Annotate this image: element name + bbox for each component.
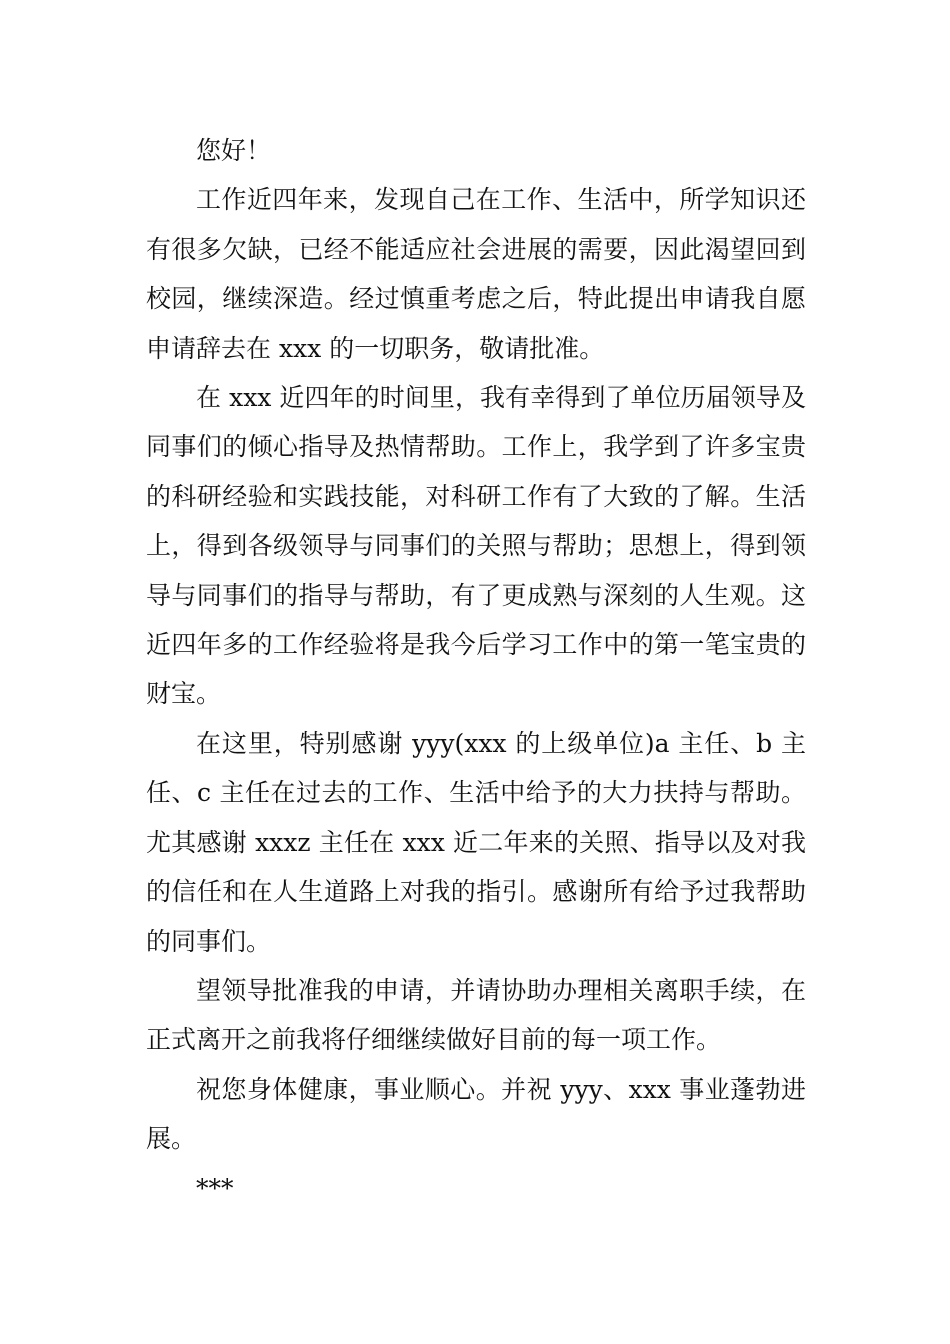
- closing-mark: ***: [196, 1173, 234, 1203]
- paragraph-3: 在这里，特别感谢 yyy(xxx 的上级单位)a 主任、b 主任、c 主任在过去的工作、生活中给予的大力扶持与帮助。尤其感谢 xxxz 主任在 xxx 近二年来的关照、指导以及对我的信任和在人生道路上对我的指引。感谢所有给予过我帮助的同事们。: [146, 728, 806, 956]
- paragraph-1: 工作近四年来，发现自己在工作、生活中，所学知识还有很多欠缺，已经不能适应社会进展的需要，因此渴望回到校园，继续深造。经过慎重考虑之后，特此提出申请我自愿申请辞去在 xxx 的一切职务，敬请批准。: [146, 185, 806, 363]
- paragraph-5: 祝您身体健康，事业顺心。并祝 yyy、xxx 事业蓬勃进展。: [146, 1074, 806, 1154]
- paragraph-2: 在 xxx 近四年的时间里，我有幸得到了单位历届领导及同事们的倾心指导及热情帮助。工作上，我学到了许多宝贵的科研经验和实践技能，对科研工作有了大致的了解。生活上，得到各级领导与同事们的关照与帮助；思想上，得到领导与同事们的指导与帮助，有了更成熟与深刻的人生观。这近四年多的工作经验将是我今后学习工作中的第一笔宝贵的财宝。: [146, 383, 806, 709]
- letter-body: [146, 126, 806, 1213]
- greeting: 您好！: [196, 136, 272, 165]
- paragraph-4: 望领导批准我的申请，并请协助办理相关离职手续，在正式离开之前我将仔细继续做好目前的每一项工作。: [146, 975, 806, 1055]
